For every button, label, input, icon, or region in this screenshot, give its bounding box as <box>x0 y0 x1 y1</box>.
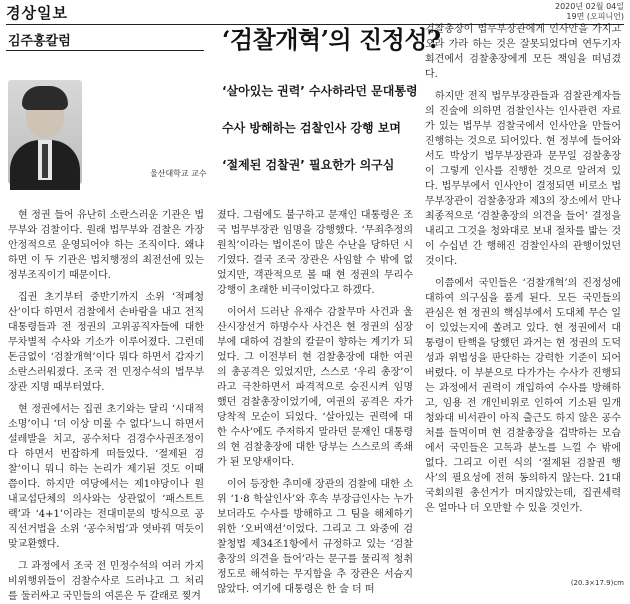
subheads <box>222 82 422 193</box>
author-title: 울산대학교 교수 <box>150 169 207 178</box>
newspaper-masthead: 경상일보 <box>6 4 68 22</box>
column-label-rule <box>6 50 204 51</box>
size-note: (20.3×17.9)cm <box>570 579 624 587</box>
dateline <box>555 2 624 22</box>
paragraph: 현 정권에서는 집권 초기와는 달리 ‘시대적 소명’이니 ‘더 이상 미룰 수 없다’느니 하면서 설레발을 치고, 공수처다 검경수사권조정이다 하면서 번잡하게 떠들었다. ‘절제된 검찰’이니 뭐니 하는 논리가 제기된 것도 이때쯤이다. 하지만 여당에서는 제1야당이나 원내교섭단체의 의사와는 상관없이 ‘패스트트랙’과 ‘4+1’이라는 전대미문의 방식으로 공직선거법을 소위 ‘공수처법’과 엿바꿔 먹듯이 맞교환했다. <box>8 404 204 550</box>
body-column-1 <box>8 208 204 602</box>
paragraph: 현 정권 들어 유난히 소란스러운 기관은 법무부와 검찰이다. 원래 법무부와 검찰은 가장 안정적으로 운영되어야 하는 조직이다. 왜냐하면 이 두 기관은 법치행정의 최전선에 있는 정부조직이기 때문이다. <box>8 210 204 281</box>
author-photo <box>8 80 82 184</box>
page-info: 19면 (오피니언) <box>566 12 624 21</box>
subhead-3: ‘절제된 검찰권’ 필요한가 의구심 <box>222 158 395 172</box>
paragraph: 집권 초기부터 중반기까지 소위 ‘적폐청산’이다 하면서 검찰에서 손바람을 내고 전직 대통령들과 전 정권의 고위공직자들에 대한 무차별적 수사와 기소가 이루어졌다. 그런데 돈금없이 ‘검찰개혁’이다 뭐다 하면서 갑자기 소란스러워졌다. 조국 전 민정수석의 법무부장관 지명 때부터였다. <box>8 292 204 393</box>
paragraph: 그 과정에서 조국 전 민정수석의 여러 가지 비위행위들이 검찰수사로 드러나고 그 처리를 둘러싸고 국민들의 여론은 두 갈래로 찢겨 <box>8 561 204 602</box>
column-label: 김주홍칼럼 <box>8 34 71 49</box>
paragraph: 이어서 드러난 유재수 감찰무마 사건과 울산시장선거 하명수사 사건은 현 정권의 심장부에 대하여 검찰의 칼끝이 향하는 계기가 되었다. 그 이전부터 현 검찰총장에 대한 여권의 총공격은 있었지만, 스스로 ‘우리 총장’이라고 극찬하면서 파격적으로 승진시켜 임명했던 검찰총장이었기에, 여권의 공격은 자가당착적 모순이 되었다. ‘살아있는 권력에 대한 수사’에도 주저하지 말라던 문재인 대통령의 현 검찰총장에 대한 당부는 스스로의 족쇄가 된 모양새이다. <box>217 307 413 468</box>
paragraph: 검찰총장이 법무부장관에게 인사안을 가지고 오라 가라 하는 것은 잘못되었다며 연두기자회견에서 검찰총장에게 모든 책임을 떠넘겼다. <box>425 24 621 80</box>
paragraph: 하지만 전직 법무부장관들과 검찰관계자들의 진술에 의하면 검찰인사는 인사관련 자료가 있는 법무부 검찰국에서 인사안을 만들어 진행하는 것으로 되어있다. 현 정부에 들어와서도 박상기 법무부장관과 문무일 검찰총장이 그렇게 인사를 진행한 것으로 알려져 있다. 법무부에서 인사안이 결정되면 비로소 법무부장관이 검찰총장과 제3의 장소에서 만나 최종적으로 ‘검찰총장의 의견을 들어’ 결정을 내리고 그것을 청와대로 보내 절차를 밟는 것이 수십년 간 행해진 검찰인사의 관행이었던 것이다. <box>425 91 621 267</box>
publication-date: 2020년 02월 04일 <box>555 2 624 11</box>
body-column-3 <box>425 22 621 580</box>
subhead-1: ‘살아있는 권력’ 수사하라던 문대통령 <box>222 84 418 98</box>
paragraph: 졌다. 그럼에도 불구하고 문재인 대통령은 조국 법무부장관 임명을 강행했다. ‘무죄추정의 원칙’이라는 법이론이 많은 수난을 당하던 시기였다. 결국 조국 장관은 사임할 수 밖에 없었지만, 객관적으로 볼 때 현 정권의 무리수 강행이 초래한 비극이었다고 하겠다. <box>217 210 413 296</box>
paragraph: 이어 등장한 추미애 장관의 검찰에 대한 소위 ‘1·8 학살인사’와 후속 부장급인사는 누가 보더라도 수사를 방해하고 그 팀을 해체하기 위한 ‘오버액션’이었다. 그리고 그 와중에 검찰청법 제34조1항에서 규정하고 있는 ‘검찰총장의 의견을 들어’라는 문구를 물리적 청취 정도로 해석하는 무지함을 추 장관은 서슴지 않았다. 여기에 대통령은 한 술 더 떠 <box>217 479 413 595</box>
body-column-2 <box>217 208 413 595</box>
paragraph: 이쯤에서 국민들은 ‘검찰개혁’의 진정성에 대하여 의구심을 품게 된다. 모든 국민들의 관심은 현 정권의 핵심부에서 도대체 무슨 일이 있었는지에 쏠려고 있다. 현 정권에서 대통령이 탄핵을 당했던 과거는 현 정권의 도덕성과 위법성을 판단하는 강력한 기준이 되어버렸다. 이 부분으로 다가가는 수사가 진행되는 과정에서 권력이 개입하여 수사를 방해하고, 임용 전 개인비위로 인하여 기소된 일개 청와대 비서관이 아직 출근도 하지 않은 공수처를 들먹이며 현 검찰총장을 겁박하는 모습에서 국민들은 고독과 분노를 느낄 수 밖에 없다. 그리고 이런 식의 ‘절제된 검찰권 행사’의 필요성에 전혀 동의하지 않는다. 21대 국회의원 총선거가 머지않았는데, 집권세력은 얼마나 더 오만할 수 있을 것인가. <box>425 278 621 514</box>
headline: ‘검찰개혁’의 진정성? <box>222 25 441 54</box>
subhead-2: 수사 방해하는 검찰인사 강행 보며 <box>222 121 402 135</box>
